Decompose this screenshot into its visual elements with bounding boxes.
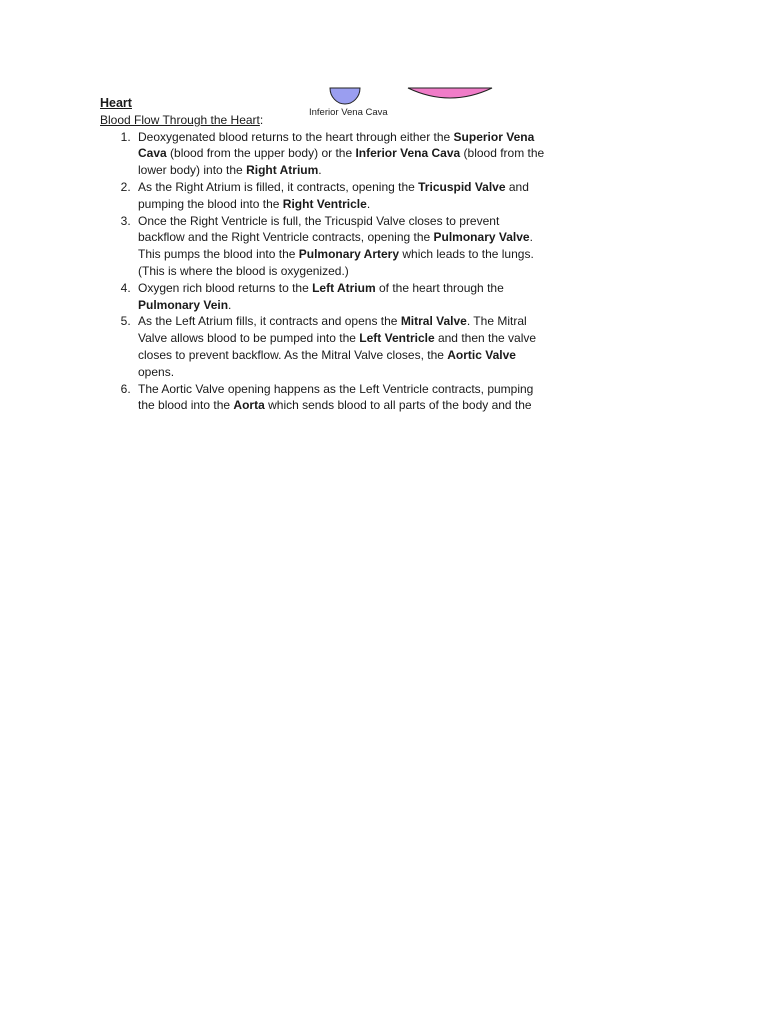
subheading-colon: : [259,112,264,127]
step-item [134,129,545,179]
step-text: Deoxygenated blood returns to the heart through either the [138,129,454,144]
step-text: . [318,163,322,178]
step-text: . The Mitral Valve allows blood to be pumped into the [138,314,527,346]
step-item [134,280,545,314]
step-term: Aorta [233,398,265,413]
step-text: The Aortic Valve opening happens as the Left Ventricle contracts, pumping the blood into the [138,381,534,413]
subheading-text: Blood Flow Through the Heart [100,112,260,127]
step-text: which sends blood to all parts of the body and the [264,398,532,413]
step-text: (blood from the upper body) or the [166,146,356,161]
step-term: Left Atrium [312,280,376,295]
step-text: As the Left Atrium fills, it contracts and opens the [138,314,401,329]
step-text: which leads to the lungs. (This is where the blood is oxygenized.) [138,247,534,278]
step-item [134,213,545,280]
heart-diagram-fragment [0,0,768,118]
step-item [134,313,545,380]
step-term: Mitral Valve [400,314,467,329]
step-text: . This pumps the blood into the [138,230,533,262]
step-term: Inferior Vena Cava [355,146,461,161]
step-item [134,381,545,415]
step-text: opens. [138,364,175,379]
step-text: . [366,196,371,211]
step-text: Oxygen rich blood returns to the [138,280,313,295]
ivc-label: Inferior Vena Cava [309,107,388,118]
step-text: As the Right Atrium is filled, it contracts, opening the [138,179,419,194]
step-text: and pumping the blood into the [138,179,529,211]
step-term: Tricuspid Valve [418,179,506,194]
steps-list [100,129,545,415]
step-term: Right Ventricle [282,196,367,211]
step-term: Pulmonary Valve [433,230,530,245]
step-term: Superior Vena Cava [138,129,535,161]
step-text: (blood from the lower body) into the [138,146,545,178]
section-heading: Heart [100,96,132,110]
step-text: . [228,297,232,312]
step-term: Pulmonary Artery [298,247,400,262]
step-term: Aortic Valve [447,347,516,362]
step-term: Right Atrium [246,163,319,178]
step-term: Left Ventricle [359,331,435,346]
step-term: Pulmonary Vein [138,297,229,312]
step-text: of the heart through the [375,280,504,295]
step-text: Once the Right Ventricle is full, the Tricuspid Valve closes to prevent backflow and the Right Ventricle contracts, opening the [138,213,500,245]
section-subheading [100,112,545,129]
step-text: and then the valve closes to prevent backflow. As the Mitral Valve closes, the [138,331,537,362]
step-item [134,179,545,213]
document-content [100,95,545,414]
heart-diagram-svg [0,0,768,110]
